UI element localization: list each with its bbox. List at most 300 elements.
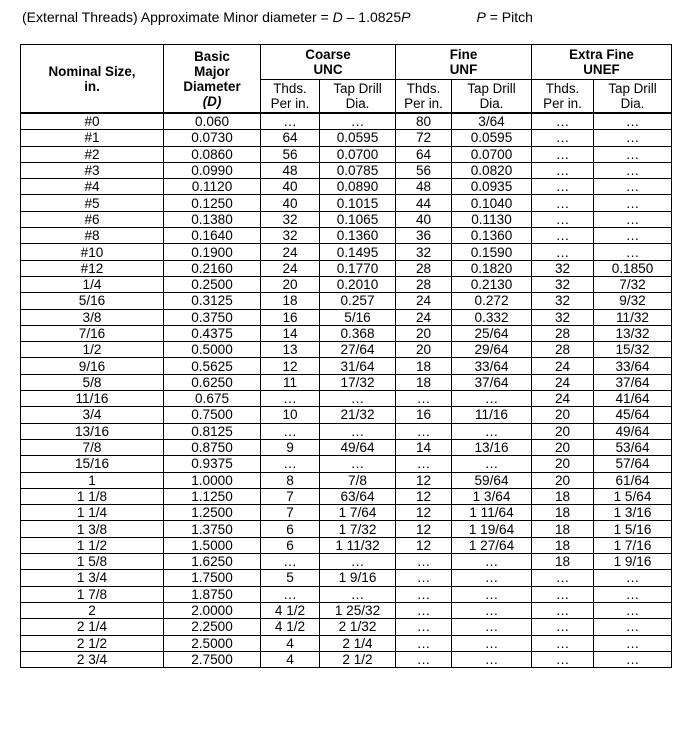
extra-thds-cell: 18: [532, 537, 594, 553]
coarse-thds-cell: 7: [261, 488, 320, 504]
nominal-size-cell: #6: [21, 211, 164, 227]
fine-tap-drill-cell: 1 27/64: [452, 537, 532, 553]
major-diameter-cell: 0.1120: [164, 179, 261, 195]
major-diameter-cell: 0.5000: [164, 342, 261, 358]
major-diameter-cell: 0.0860: [164, 146, 261, 162]
extra-thds-cell: 32: [532, 293, 594, 309]
extra-tap-drill-cell: …: [594, 244, 672, 260]
coarse-tap-drill-cell: 0.1495: [320, 244, 396, 260]
extra-tap-drill-cell: 1 5/16: [594, 521, 672, 537]
major-diameter-cell: 0.0990: [164, 162, 261, 178]
coarse-thds-cell: …: [261, 391, 320, 407]
major-diameter-cell: 1.6250: [164, 554, 261, 570]
fine-tap-drill-cell: 1 11/64: [452, 505, 532, 521]
extra-thds-cell: 24: [532, 374, 594, 390]
extra-thds-cell: 28: [532, 342, 594, 358]
coarse-tap-drill-cell: 5/16: [320, 309, 396, 325]
table-row: [21, 537, 672, 553]
table-row: [21, 130, 672, 146]
nominal-size-cell: #0: [21, 113, 164, 130]
table-row: [21, 211, 672, 227]
table-row: [21, 586, 672, 602]
nominal-size-cell: 3/8: [21, 309, 164, 325]
fine-tap-drill-cell: 0.0595: [452, 130, 532, 146]
coarse-tap-drill-cell: …: [320, 113, 396, 130]
extra-thds-cell: 18: [532, 521, 594, 537]
fine-thds-cell: 18: [396, 358, 452, 374]
header-fine-unf: Fine UNF: [396, 45, 532, 80]
nominal-size-cell: #1: [21, 130, 164, 146]
coarse-tap-drill-cell: …: [320, 423, 396, 439]
nominal-size-cell: 15/16: [21, 456, 164, 472]
fine-tap-drill-cell: 0.1360: [452, 228, 532, 244]
coarse-tap-drill-cell: 0.1015: [320, 195, 396, 211]
extra-thds-cell: 20: [532, 472, 594, 488]
nominal-size-cell: 13/16: [21, 423, 164, 439]
table-row: [21, 488, 672, 504]
major-diameter-cell: 0.4375: [164, 325, 261, 341]
nominal-size-cell: #3: [21, 162, 164, 178]
extra-thds-cell: …: [532, 146, 594, 162]
table-row: [21, 554, 672, 570]
nominal-size-cell: 2 1/4: [21, 619, 164, 635]
fine-tap-drill-cell: 0.0820: [452, 162, 532, 178]
fine-tap-drill-cell: 0.2130: [452, 276, 532, 292]
nominal-size-cell: 1 1/2: [21, 537, 164, 553]
extra-tap-drill-cell: …: [594, 586, 672, 602]
caption-pitch-symbol: P: [476, 9, 486, 25]
table-row: [21, 162, 672, 178]
nominal-size-cell: 1 5/8: [21, 554, 164, 570]
major-diameter-cell: 1.3750: [164, 521, 261, 537]
extra-tap-drill-cell: 1 5/64: [594, 488, 672, 504]
fine-thds-cell: …: [396, 651, 452, 667]
fine-thds-cell: 20: [396, 325, 452, 341]
table-row: [21, 228, 672, 244]
coarse-thds-cell: 20: [261, 276, 320, 292]
fine-tap-drill-cell: 0.332: [452, 309, 532, 325]
fine-tap-drill-cell: 0.1590: [452, 244, 532, 260]
table-row: [21, 146, 672, 162]
extra-tap-drill-cell: 37/64: [594, 374, 672, 390]
extra-thds-cell: 20: [532, 423, 594, 439]
extra-thds-cell: …: [532, 211, 594, 227]
nominal-size-cell: 1 1/4: [21, 505, 164, 521]
caption-prefix: (External Threads) Approximate Minor diameter =: [22, 9, 333, 25]
major-diameter-cell: 0.3750: [164, 309, 261, 325]
extra-tap-drill-cell: 61/64: [594, 472, 672, 488]
coarse-tap-drill-cell: 49/64: [320, 439, 396, 455]
extra-tap-drill-cell: 9/32: [594, 293, 672, 309]
table-row: [21, 439, 672, 455]
major-diameter-cell: 0.7500: [164, 407, 261, 423]
coarse-tap-drill-cell: 0.0700: [320, 146, 396, 162]
extra-thds-cell: …: [532, 651, 594, 667]
fine-tap-drill-cell: 37/64: [452, 374, 532, 390]
fine-tap-drill-cell: …: [452, 635, 532, 651]
extra-tap-drill-cell: 11/32: [594, 309, 672, 325]
fine-tap-drill-cell: …: [452, 586, 532, 602]
major-diameter-cell: 0.6250: [164, 374, 261, 390]
header-basic-major-diameter: Basic Major Diameter (D): [164, 45, 261, 114]
table-row: [21, 619, 672, 635]
coarse-thds-cell: 4: [261, 635, 320, 651]
extra-tap-drill-cell: 13/32: [594, 325, 672, 341]
extra-thds-cell: …: [532, 228, 594, 244]
major-diameter-cell: 0.2160: [164, 260, 261, 276]
extra-thds-cell: 20: [532, 456, 594, 472]
fine-tap-drill-cell: 0.0700: [452, 146, 532, 162]
coarse-thds-cell: 14: [261, 325, 320, 341]
extra-tap-drill-cell: 53/64: [594, 439, 672, 455]
major-diameter-cell: 0.8125: [164, 423, 261, 439]
table-row: [21, 423, 672, 439]
table-row: [21, 244, 672, 260]
extra-tap-drill-cell: 7/32: [594, 276, 672, 292]
coarse-tap-drill-cell: 31/64: [320, 358, 396, 374]
table-row: [21, 342, 672, 358]
major-diameter-cell: 2.5000: [164, 635, 261, 651]
coarse-thds-cell: …: [261, 554, 320, 570]
table-row: [21, 570, 672, 586]
nominal-size-cell: 3/4: [21, 407, 164, 423]
major-diameter-cell: 0.0730: [164, 130, 261, 146]
coarse-tap-drill-cell: 21/32: [320, 407, 396, 423]
header-extra-tap-drill: Tap Drill Dia.: [594, 80, 672, 114]
extra-thds-cell: …: [532, 635, 594, 651]
nominal-size-cell: #8: [21, 228, 164, 244]
header-fine-tap-drill: Tap Drill Dia.: [452, 80, 532, 114]
coarse-tap-drill-cell: …: [320, 456, 396, 472]
extra-thds-cell: …: [532, 179, 594, 195]
nominal-size-cell: #2: [21, 146, 164, 162]
fine-thds-cell: 64: [396, 146, 452, 162]
coarse-thds-cell: 18: [261, 293, 320, 309]
extra-thds-cell: …: [532, 162, 594, 178]
extra-tap-drill-cell: 45/64: [594, 407, 672, 423]
major-diameter-cell: 0.1900: [164, 244, 261, 260]
major-diameter-cell: 0.9375: [164, 456, 261, 472]
fine-thds-cell: 44: [396, 195, 452, 211]
nominal-size-cell: 11/16: [21, 391, 164, 407]
coarse-thds-cell: …: [261, 423, 320, 439]
extra-thds-cell: …: [532, 602, 594, 618]
coarse-thds-cell: 24: [261, 244, 320, 260]
caption-formula-rest: – 1.0825: [342, 9, 402, 25]
extra-thds-cell: …: [532, 130, 594, 146]
fine-tap-drill-cell: …: [452, 456, 532, 472]
fine-thds-cell: 20: [396, 342, 452, 358]
coarse-tap-drill-cell: 0.0890: [320, 179, 396, 195]
table-row: [21, 293, 672, 309]
coarse-tap-drill-cell: 17/32: [320, 374, 396, 390]
extra-thds-cell: …: [532, 195, 594, 211]
major-diameter-cell: 1.7500: [164, 570, 261, 586]
major-diameter-cell: 1.1250: [164, 488, 261, 504]
fine-tap-drill-cell: 0.0935: [452, 179, 532, 195]
fine-thds-cell: 12: [396, 488, 452, 504]
fine-tap-drill-cell: 11/16: [452, 407, 532, 423]
major-diameter-cell: 1.0000: [164, 472, 261, 488]
major-diameter-cell: 0.2500: [164, 276, 261, 292]
extra-tap-drill-cell: …: [594, 570, 672, 586]
coarse-thds-cell: 12: [261, 358, 320, 374]
fine-tap-drill-cell: 0.1040: [452, 195, 532, 211]
fine-thds-cell: 48: [396, 179, 452, 195]
fine-tap-drill-cell: 3/64: [452, 113, 532, 130]
coarse-thds-cell: 64: [261, 130, 320, 146]
major-diameter-cell: 0.1250: [164, 195, 261, 211]
coarse-tap-drill-cell: 2 1/2: [320, 651, 396, 667]
extra-tap-drill-cell: …: [594, 602, 672, 618]
fine-thds-cell: 24: [396, 293, 452, 309]
major-diameter-cell: 0.5625: [164, 358, 261, 374]
coarse-thds-cell: …: [261, 586, 320, 602]
fine-thds-cell: 80: [396, 113, 452, 130]
fine-thds-cell: 12: [396, 505, 452, 521]
coarse-thds-cell: 7: [261, 505, 320, 521]
fine-thds-cell: 12: [396, 472, 452, 488]
coarse-tap-drill-cell: …: [320, 391, 396, 407]
table-row: [21, 113, 672, 130]
coarse-thds-cell: 48: [261, 162, 320, 178]
fine-tap-drill-cell: 1 3/64: [452, 488, 532, 504]
extra-tap-drill-cell: 0.1850: [594, 260, 672, 276]
fine-thds-cell: …: [396, 602, 452, 618]
table-row: [21, 358, 672, 374]
caption-pitch-eq: = Pitch: [485, 9, 533, 25]
fine-thds-cell: …: [396, 391, 452, 407]
fine-thds-cell: 36: [396, 228, 452, 244]
extra-thds-cell: …: [532, 113, 594, 130]
fine-thds-cell: 24: [396, 309, 452, 325]
table-row: [21, 651, 672, 667]
extra-tap-drill-cell: …: [594, 211, 672, 227]
coarse-tap-drill-cell: 1 7/64: [320, 505, 396, 521]
fine-tap-drill-cell: …: [452, 391, 532, 407]
fine-thds-cell: …: [396, 619, 452, 635]
extra-thds-cell: 20: [532, 439, 594, 455]
major-diameter-cell: 2.0000: [164, 602, 261, 618]
coarse-thds-cell: 6: [261, 537, 320, 553]
fine-tap-drill-cell: 0.1820: [452, 260, 532, 276]
coarse-tap-drill-cell: 0.257: [320, 293, 396, 309]
nominal-size-cell: 1 1/8: [21, 488, 164, 504]
extra-thds-cell: 28: [532, 325, 594, 341]
nominal-size-cell: 1: [21, 472, 164, 488]
table-body: [21, 113, 672, 668]
nominal-size-cell: 1 3/8: [21, 521, 164, 537]
major-diameter-cell: 0.675: [164, 391, 261, 407]
extra-tap-drill-cell: 57/64: [594, 456, 672, 472]
coarse-tap-drill-cell: 2 1/4: [320, 635, 396, 651]
fine-tap-drill-cell: …: [452, 651, 532, 667]
extra-tap-drill-cell: 49/64: [594, 423, 672, 439]
table-row: [21, 309, 672, 325]
header-extra-fine-unef: Extra Fine UNEF: [532, 45, 672, 80]
fine-tap-drill-cell: …: [452, 619, 532, 635]
extra-thds-cell: 18: [532, 488, 594, 504]
coarse-thds-cell: 4 1/2: [261, 619, 320, 635]
fine-tap-drill-cell: …: [452, 423, 532, 439]
coarse-tap-drill-cell: 7/8: [320, 472, 396, 488]
fine-tap-drill-cell: 0.1130: [452, 211, 532, 227]
major-diameter-cell: 0.1640: [164, 228, 261, 244]
nominal-size-cell: 1 3/4: [21, 570, 164, 586]
fine-tap-drill-cell: 29/64: [452, 342, 532, 358]
fine-thds-cell: …: [396, 635, 452, 651]
coarse-thds-cell: 13: [261, 342, 320, 358]
extra-thds-cell: 18: [532, 505, 594, 521]
extra-tap-drill-cell: …: [594, 228, 672, 244]
extra-tap-drill-cell: 1 9/16: [594, 554, 672, 570]
major-diameter-cell: 1.2500: [164, 505, 261, 521]
header-coarse-unc: Coarse UNC: [261, 45, 396, 80]
fine-tap-drill-cell: 1 19/64: [452, 521, 532, 537]
extra-thds-cell: 20: [532, 407, 594, 423]
coarse-tap-drill-cell: 2 1/32: [320, 619, 396, 635]
fine-tap-drill-cell: …: [452, 554, 532, 570]
nominal-size-cell: 5/8: [21, 374, 164, 390]
extra-thds-cell: 32: [532, 276, 594, 292]
fine-thds-cell: 32: [396, 244, 452, 260]
nominal-size-cell: 7/16: [21, 325, 164, 341]
extra-tap-drill-cell: …: [594, 162, 672, 178]
coarse-tap-drill-cell: 1 7/32: [320, 521, 396, 537]
extra-thds-cell: 18: [532, 554, 594, 570]
formula-caption: [22, 9, 533, 25]
nominal-size-cell: 2 3/4: [21, 651, 164, 667]
coarse-tap-drill-cell: …: [320, 554, 396, 570]
fine-thds-cell: …: [396, 570, 452, 586]
table-row: [21, 260, 672, 276]
fine-tap-drill-cell: 33/64: [452, 358, 532, 374]
fine-tap-drill-cell: 13/16: [452, 439, 532, 455]
coarse-thds-cell: 9: [261, 439, 320, 455]
nominal-size-cell: #12: [21, 260, 164, 276]
nominal-size-cell: 5/16: [21, 293, 164, 309]
nominal-size-cell: 9/16: [21, 358, 164, 374]
coarse-thds-cell: 4 1/2: [261, 602, 320, 618]
extra-tap-drill-cell: …: [594, 651, 672, 667]
extra-tap-drill-cell: 41/64: [594, 391, 672, 407]
major-diameter-cell: 0.8750: [164, 439, 261, 455]
extra-thds-cell: 24: [532, 358, 594, 374]
coarse-tap-drill-cell: 1 25/32: [320, 602, 396, 618]
nominal-size-cell: 1 7/8: [21, 586, 164, 602]
header-extra-thds: Thds. Per in.: [532, 80, 594, 114]
fine-thds-cell: 28: [396, 276, 452, 292]
coarse-thds-cell: 11: [261, 374, 320, 390]
fine-tap-drill-cell: …: [452, 570, 532, 586]
fine-thds-cell: …: [396, 456, 452, 472]
header-nominal-size: Nominal Size, in.: [21, 45, 164, 114]
fine-thds-cell: 16: [396, 407, 452, 423]
table-row: [21, 391, 672, 407]
extra-thds-cell: …: [532, 619, 594, 635]
coarse-tap-drill-cell: 0.1770: [320, 260, 396, 276]
table-row: [21, 521, 672, 537]
major-diameter-cell: 2.7500: [164, 651, 261, 667]
extra-thds-cell: 32: [532, 260, 594, 276]
extra-thds-cell: 32: [532, 309, 594, 325]
fine-thds-cell: 18: [396, 374, 452, 390]
extra-tap-drill-cell: 15/32: [594, 342, 672, 358]
table-row: [21, 635, 672, 651]
nominal-size-cell: 2: [21, 602, 164, 618]
caption-p-symbol: P: [401, 9, 411, 25]
coarse-thds-cell: 32: [261, 211, 320, 227]
major-diameter-cell: 0.1380: [164, 211, 261, 227]
coarse-tap-drill-cell: 0.368: [320, 325, 396, 341]
coarse-thds-cell: 6: [261, 521, 320, 537]
nominal-size-cell: #5: [21, 195, 164, 211]
coarse-thds-cell: 8: [261, 472, 320, 488]
fine-thds-cell: 12: [396, 537, 452, 553]
extra-tap-drill-cell: …: [594, 113, 672, 130]
table-row: [21, 505, 672, 521]
extra-tap-drill-cell: …: [594, 619, 672, 635]
fine-tap-drill-cell: …: [452, 602, 532, 618]
major-diameter-cell: 1.5000: [164, 537, 261, 553]
major-diameter-cell: 1.8750: [164, 586, 261, 602]
fine-tap-drill-cell: 25/64: [452, 325, 532, 341]
coarse-tap-drill-cell: 0.0595: [320, 130, 396, 146]
coarse-thds-cell: 5: [261, 570, 320, 586]
extra-thds-cell: …: [532, 586, 594, 602]
coarse-thds-cell: 32: [261, 228, 320, 244]
coarse-tap-drill-cell: 1 11/32: [320, 537, 396, 553]
major-diameter-cell: 2.2500: [164, 619, 261, 635]
fine-thds-cell: 72: [396, 130, 452, 146]
fine-thds-cell: 28: [396, 260, 452, 276]
fine-thds-cell: 56: [396, 162, 452, 178]
coarse-tap-drill-cell: 0.2010: [320, 276, 396, 292]
caption-d-symbol: D: [332, 9, 343, 25]
extra-tap-drill-cell: …: [594, 195, 672, 211]
coarse-tap-drill-cell: 27/64: [320, 342, 396, 358]
extra-thds-cell: …: [532, 570, 594, 586]
extra-thds-cell: …: [532, 244, 594, 260]
fine-thds-cell: 40: [396, 211, 452, 227]
coarse-tap-drill-cell: 63/64: [320, 488, 396, 504]
extra-tap-drill-cell: 33/64: [594, 358, 672, 374]
extra-tap-drill-cell: …: [594, 146, 672, 162]
coarse-thds-cell: 24: [261, 260, 320, 276]
header-fine-thds: Thds. Per in.: [396, 80, 452, 114]
fine-thds-cell: 14: [396, 439, 452, 455]
nominal-size-cell: 1/4: [21, 276, 164, 292]
fine-tap-drill-cell: 0.272: [452, 293, 532, 309]
extra-tap-drill-cell: 1 7/16: [594, 537, 672, 553]
coarse-tap-drill-cell: 1 9/16: [320, 570, 396, 586]
coarse-tap-drill-cell: 0.1065: [320, 211, 396, 227]
table-header: [21, 45, 672, 114]
table-row: [21, 407, 672, 423]
coarse-tap-drill-cell: …: [320, 586, 396, 602]
extra-thds-cell: 24: [532, 391, 594, 407]
extra-tap-drill-cell: …: [594, 179, 672, 195]
fine-thds-cell: …: [396, 554, 452, 570]
fine-thds-cell: …: [396, 423, 452, 439]
extra-tap-drill-cell: 1 3/16: [594, 505, 672, 521]
coarse-thds-cell: 10: [261, 407, 320, 423]
nominal-size-cell: #4: [21, 179, 164, 195]
coarse-thds-cell: 4: [261, 651, 320, 667]
coarse-thds-cell: 16: [261, 309, 320, 325]
coarse-thds-cell: …: [261, 113, 320, 130]
coarse-tap-drill-cell: 0.0785: [320, 162, 396, 178]
